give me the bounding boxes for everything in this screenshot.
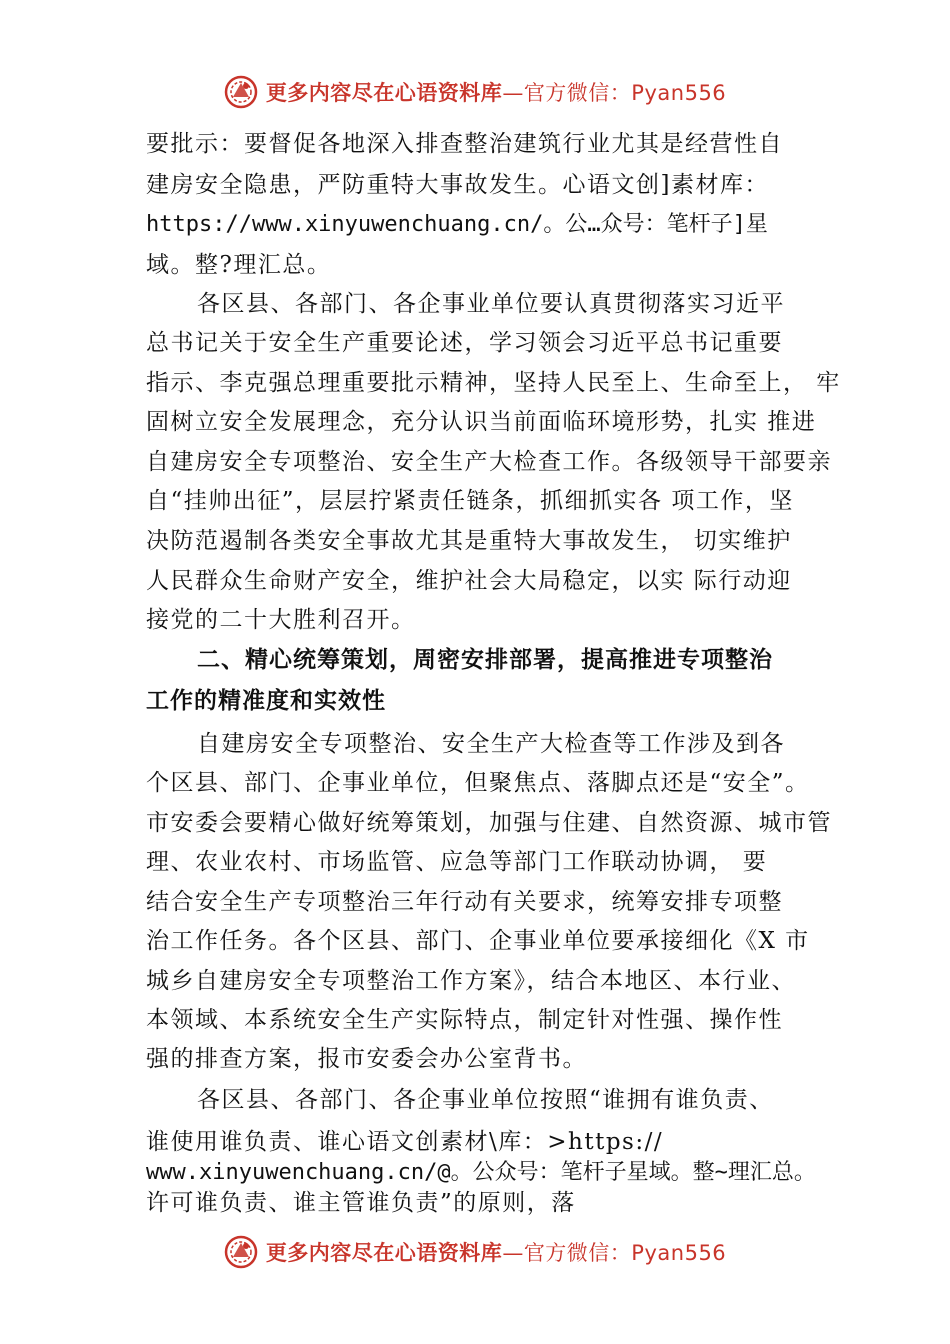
- banner-main-text: 更多内容尽在心语资料库: [265, 81, 503, 105]
- text-line: 强的排查方案，报市安委会办公室背书。: [146, 1046, 587, 1072]
- banner-dash: —: [502, 1241, 524, 1265]
- banner-wechat-text: 官方微信：Pyan556: [523, 1241, 727, 1265]
- text-line: 许可谁负责、谁主管谁负责”的原则，落: [146, 1190, 576, 1216]
- text-line: 结合安全生产专项整治三年行动有关要求，统筹安排专项整: [146, 889, 783, 915]
- text-line: 固树立安全发展理念，充分认识当前面临环境形势，扎实 推进: [146, 409, 817, 435]
- section-heading-cont: 工作的精准度和实效性: [146, 688, 386, 714]
- text-line: 本领域、本系统安全生产实际特点，制定针对性强、操作性: [146, 1007, 783, 1033]
- paragraph-first-line: 各区县、各部门、各企事业单位要认真贯彻落实习近平: [197, 291, 785, 317]
- banner-wechat-text: 官方微信：Pyan556: [523, 81, 727, 105]
- text-line: 指示、李克强总理重要批示精神，坚持人民至上、生命至上， 牢: [146, 370, 841, 396]
- banner-text: [266, 1237, 726, 1267]
- text-line: 要批示：要督促各地深入排查整治建筑行业尤其是经营性自: [146, 131, 783, 157]
- text-line: 人民群众生命财产安全，维护社会大局稳定，以实 际行动迎: [146, 568, 792, 594]
- text-line: https://www.xinyuwenchuang.cn/。公…众号：笔杆子]星: [146, 212, 768, 237]
- text-line: 总书记关于安全生产重要论述，学习领会习近平总书记重要: [146, 330, 783, 356]
- text-line: 个区县、部门、企事业单位，但聚焦点、落脚点还是“安全”。: [146, 770, 810, 796]
- text-line: 决防范遏制各类安全事故尤其是重特大事故发生， 切实维护: [146, 528, 792, 554]
- paragraph-first-line: 各区县、各部门、各企事业单位按照“谁拥有谁负责、: [197, 1087, 774, 1113]
- text-line: 自建房安全专项整治、安全生产大检查工作。各级领导干部要亲: [146, 449, 832, 475]
- header-banner: [0, 70, 950, 114]
- paragraph-first-line: 自建房安全专项整治、安全生产大检查等工作涉及到各: [197, 731, 785, 757]
- text-line: 接党的二十大胜利召开。: [146, 607, 416, 633]
- text-line: 建房安全隐患，严防重特大事故发生。心语文创]素材库：: [146, 172, 769, 198]
- banner-dash: —: [502, 81, 524, 105]
- banner-main-text: 更多内容尽在心语资料库: [265, 1241, 503, 1265]
- text-line: 自“挂帅出征”，层层拧紧责任链条，抓细抓实各 项工作，坚: [146, 488, 794, 514]
- text-line: 市安委会要精心做好统筹策划，加强与住建、自然资源、城市管: [146, 810, 832, 836]
- footer-banner: [0, 1230, 950, 1274]
- text-line: 治工作任务。各个区县、部门、企事业单位要承接细化《X 市: [146, 928, 810, 954]
- section-heading: 二、精心统筹策划，周密安排部署，提高推进专项整治: [197, 647, 773, 673]
- text-line: 域。整?理汇总。: [146, 252, 332, 278]
- banner-text: [266, 77, 726, 107]
- text-line: 谁使用谁负责、谁心语文创素材\库：>https://: [146, 1129, 664, 1155]
- text-line: 城乡自建房安全专项整治工作方案》，结合本地区、本行业、: [146, 968, 796, 994]
- red-circular-seal-icon: [224, 75, 258, 109]
- text-line: www.xinyuwenchuang.cn/@。公众号：笔杆子星域。整~理汇总。: [146, 1160, 816, 1185]
- red-circular-seal-icon: [224, 1235, 258, 1269]
- text-line: 理、农业农村、市场监管、应急等部门工作联动协调， 要: [146, 849, 768, 875]
